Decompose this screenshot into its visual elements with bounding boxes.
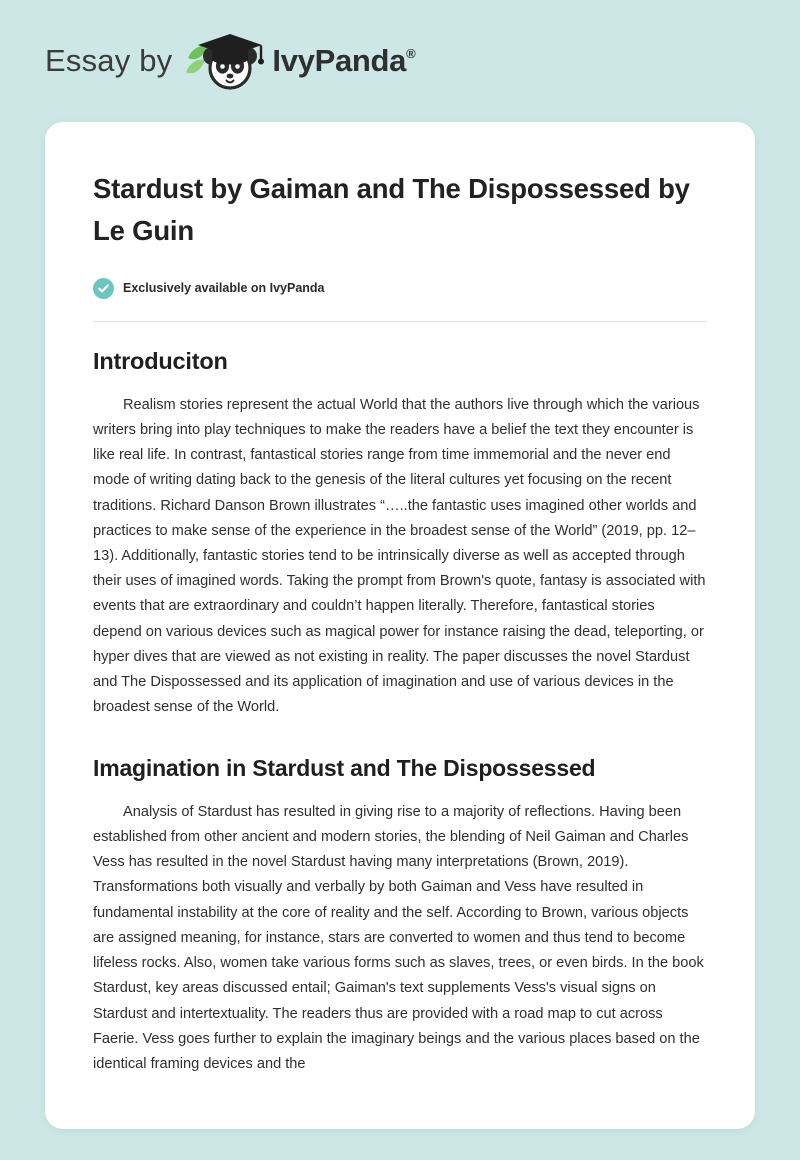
brand-name-text: IvyPanda: [272, 43, 407, 78]
brand-trademark: ®: [406, 45, 416, 61]
brand-logo[interactable]: [182, 28, 415, 94]
exclusive-badge: [93, 278, 707, 299]
site-header: [0, 0, 800, 122]
status-badge: Exclusively available on IvyPanda: [123, 281, 325, 296]
page-title: Stardust by Gaiman and The Dispossessed by Le Guin: [93, 173, 690, 246]
panda-graduate-logo-icon: [182, 28, 268, 94]
header-divider: [93, 321, 707, 322]
section-paragraph: Analysis of Stardust has resulted in giving rise to a majority of reflections. Having been established from other ancient and modern stories, the blending of Neil Gaiman and Charles Vess has resulted in the novel Stardust having many interpretations (Brown, 2019). Transformations both visually and verbally by both Gaiman and Vess have resulted in fundamental instability at the core of reality and the self. According to Brown, various objects are assigned meaning, for instance, stars are converted to women and thus tend to become lifeless rocks. Also, women take various forms such as slaves, trees, or even birds. In the book Stardust, key areas discussed entail; Gaiman's text supplements Vess's visual signs on Stardust and intertextuality. The readers thus are provided with a road map to cut across Faerie. Vess goes further to explain the imaginary beings and the various places based on the identical framing devices and the: [93, 803, 704, 1072]
brand[interactable]: [45, 28, 415, 94]
section-paragraph: Realism stories represent the actual World that the authors live through which the various writers bring into play techniques to make the readers have a belief the text they encounter is like real life. In contrast, fantastical stories range from time immemorial and the never end mode of writing dating back to the genesis of the literal cultures yet focusing on the recent traditions. Richard Danson Brown illustrates “…..the fantastic uses imagined other worlds and practices to make sense of the experience in the broadest sense of the World” (2019, pp. 12–13). Additionally, fantastic stories tend to be intrinsically diverse as well as accepted through their uses of imagined words. Taking the prompt from Brown's quote, fantasy is associated with events that are extraordinary and couldn’t happen literally. Therefore, fantastical stories depend on various devices such as magical power for instance raising the dead, teleporting, or hyper dives that are viewed as not existing in reality. The paper discusses the novel Stardust and The Dispossessed and its application of imagination and use of various devices in the broadest sense of the World.: [93, 396, 706, 716]
check-circle-icon: [93, 278, 114, 299]
brand-name: [272, 43, 415, 79]
section-heading-imagination: Imagination in Stardust and The Dispossessed: [93, 754, 596, 781]
essay-by-label: Essay by: [45, 43, 173, 78]
section-heading-introduction: Introduciton: [93, 347, 228, 374]
document-card: [45, 122, 755, 1129]
